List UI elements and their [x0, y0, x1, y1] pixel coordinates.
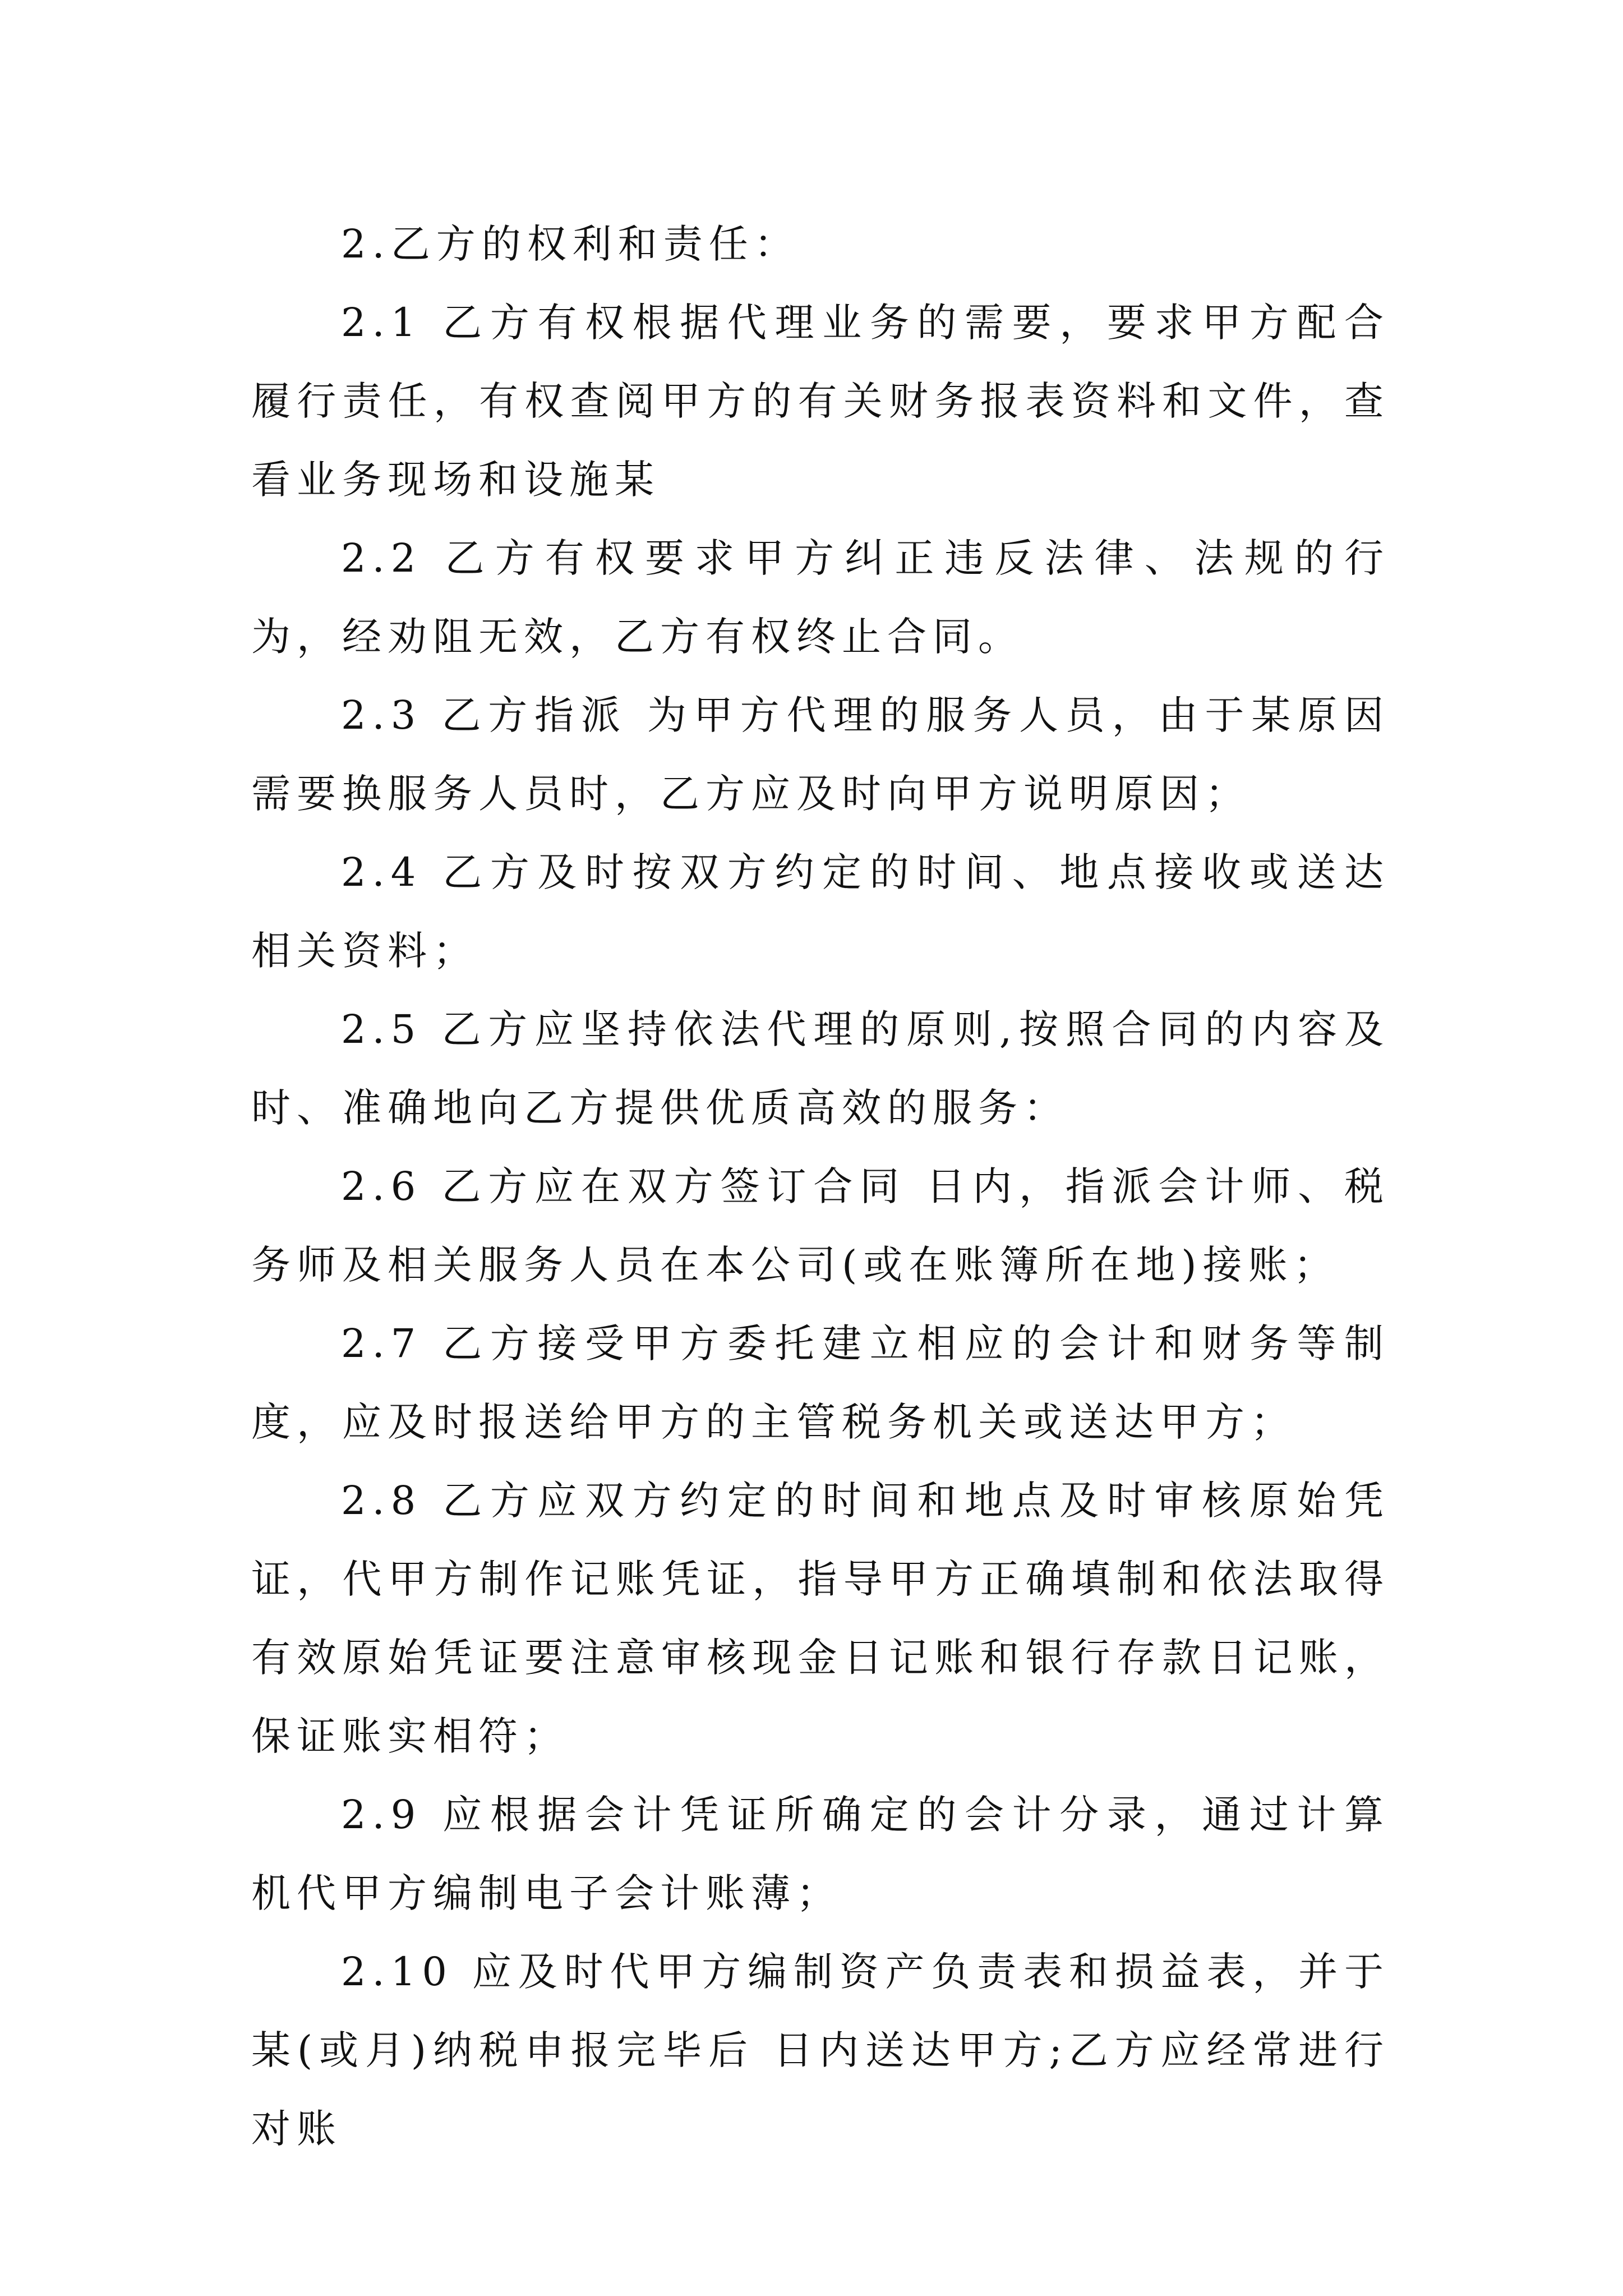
paragraph-2-4: 2.4 乙方及时按双方约定的时间、地点接收或送达相关资料；: [251, 849, 1390, 974]
document-body: [251, 205, 1390, 2168]
paragraph-2-9: 2.9 应根据会计凭证所确定的会计分录，通过计算机代甲方编制电子会计账薄；: [251, 1792, 1390, 1916]
paragraph-2-1: 2.1 乙方有权根据代理业务的需要，要求甲方配合履行责任，有权查阅甲方的有关财务报表资料和文件，查看业务现场和设施某: [251, 300, 1390, 503]
paragraph-2-8: 2.8 乙方应双方约定的时间和地点及时审核原始凭证，代甲方制作记账凭证，指导甲方正确填制和依法取得有效原始凭证要注意审核现金日记账和银行存款日记账，保证账实相符；: [251, 1478, 1390, 1759]
paragraph-2-10: 2.10 应及时代甲方编制资产负责表和损益表，并于某(或月)纳税申报完毕后 日内送达甲方;乙方应经常进行对账: [251, 1949, 1390, 2152]
paragraph-heading-2: 2.乙方的权利和责任：: [341, 221, 800, 267]
paragraph-2-7: 2.7 乙方接受甲方委托建立相应的会计和财务等制度，应及时报送给甲方的主管税务机关或送达甲方；: [251, 1320, 1390, 1445]
paragraph-2-6: 2.6 乙方应在双方签订合同 日内，指派会计师、税务师及相关服务人员在本公司(或在账簿所在地)接账；: [251, 1163, 1390, 1288]
paragraph-2-2: 2.2 乙方有权要求甲方纠正违反法律、法规的行为，经劝阻无效，乙方有权终止合同。: [251, 535, 1390, 660]
paragraph-2-3: 2.3 乙方指派 为甲方代理的服务人员，由于某原因需要换服务人员时，乙方应及时向甲方说明原因；: [251, 692, 1390, 817]
paragraph-2-5: 2.5 乙方应坚持依法代理的原则,按照合同的内容及时、准确地向乙方提供优质高效的服务：: [251, 1006, 1390, 1131]
